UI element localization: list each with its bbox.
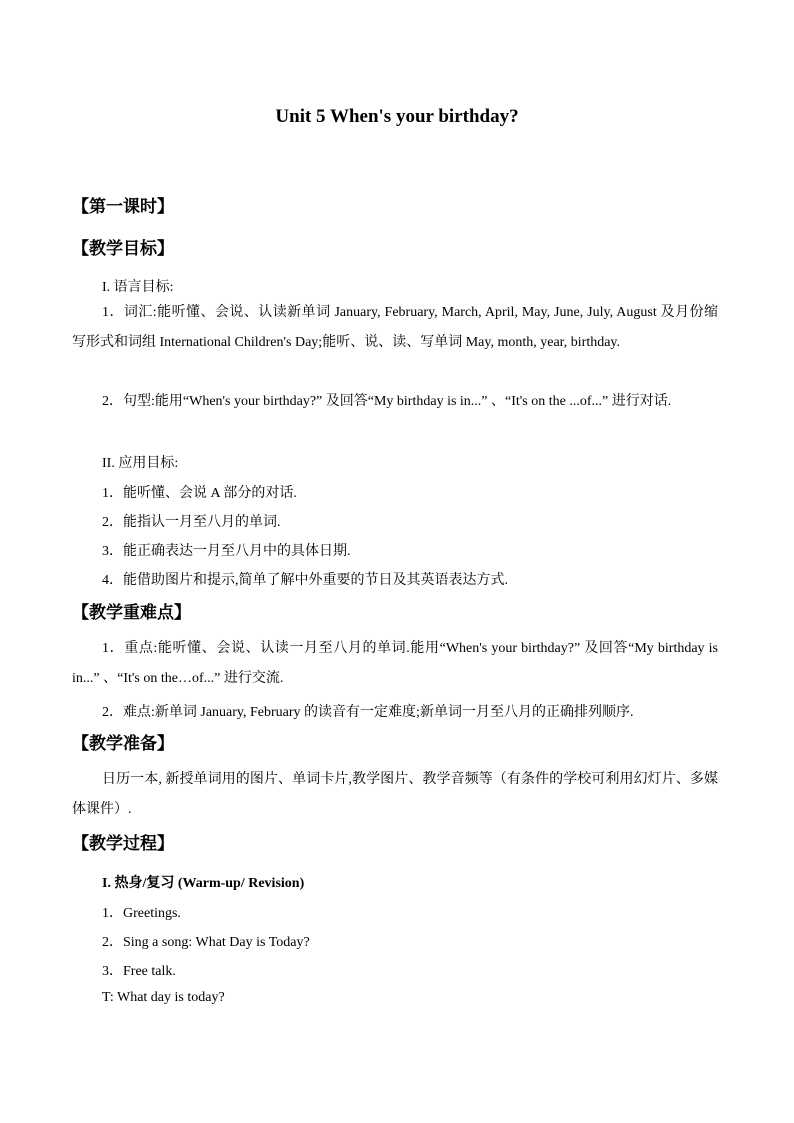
application-goal-2: 2．能指认一月至八月的单词. (102, 515, 281, 530)
step-free-talk: 3．Free talk. (102, 964, 176, 979)
process-heading: 【教学过程】 (72, 834, 174, 854)
keypoint-focus: 1．重点:能听懂、会说、认读一月至八月的单词.能用“When's your birthday?” 及回答“My birthday is in...” 、“It's on the…of...” 进行交流. (72, 641, 718, 686)
vocabulary-goal: 1．词汇:能听懂、会说、认读新单词 January, February, March, April, May, June, July, August 及月份缩写形式和词组 International Children's Day;能听、说、读、写单词 May, month, year, birthday. (72, 305, 718, 350)
document-title: Unit 5 When's your birthday? (275, 106, 519, 127)
keypoint-difficulty: 2．难点:新单词 January, February 的读音有一定难度;新单词一月至八月的正确排列顺序. (102, 705, 634, 720)
language-goals-title: I. 语言目标: (102, 280, 174, 295)
sentence-pattern-goal: 2．句型:能用“When's your birthday?” 及回答“My birthday is in...” 、“It's on the ...of...” 进行对话. (102, 394, 672, 409)
application-goal-1: 1．能听懂、会说 A 部分的对话. (102, 486, 297, 501)
application-goals-title: II. 应用目标: (102, 456, 179, 471)
teacher-question: T: What day is today? (102, 990, 225, 1005)
goals-heading: 【教学目标】 (72, 239, 174, 259)
preparation-text: 日历一本, 新授单词用的图片、单词卡片,教学图片、教学音频等（有条件的学校可利用幻灯片、多媒体课件）. (72, 772, 718, 817)
step-song: 2．Sing a song: What Day is Today? (102, 935, 310, 950)
lesson-heading: 【第一课时】 (72, 197, 174, 217)
warmup-step-title: I. 热身/复习 (Warm-up/ Revision) (102, 876, 305, 891)
keypoints-heading: 【教学重难点】 (72, 603, 191, 623)
step-greetings: 1．Greetings. (102, 906, 181, 921)
application-goal-3: 3．能正确表达一月至八月中的具体日期. (102, 544, 351, 559)
preparation-heading: 【教学准备】 (72, 734, 174, 754)
application-goal-4: 4．能借助图片和提示,简单了解中外重要的节日及其英语表达方式. (102, 573, 508, 588)
